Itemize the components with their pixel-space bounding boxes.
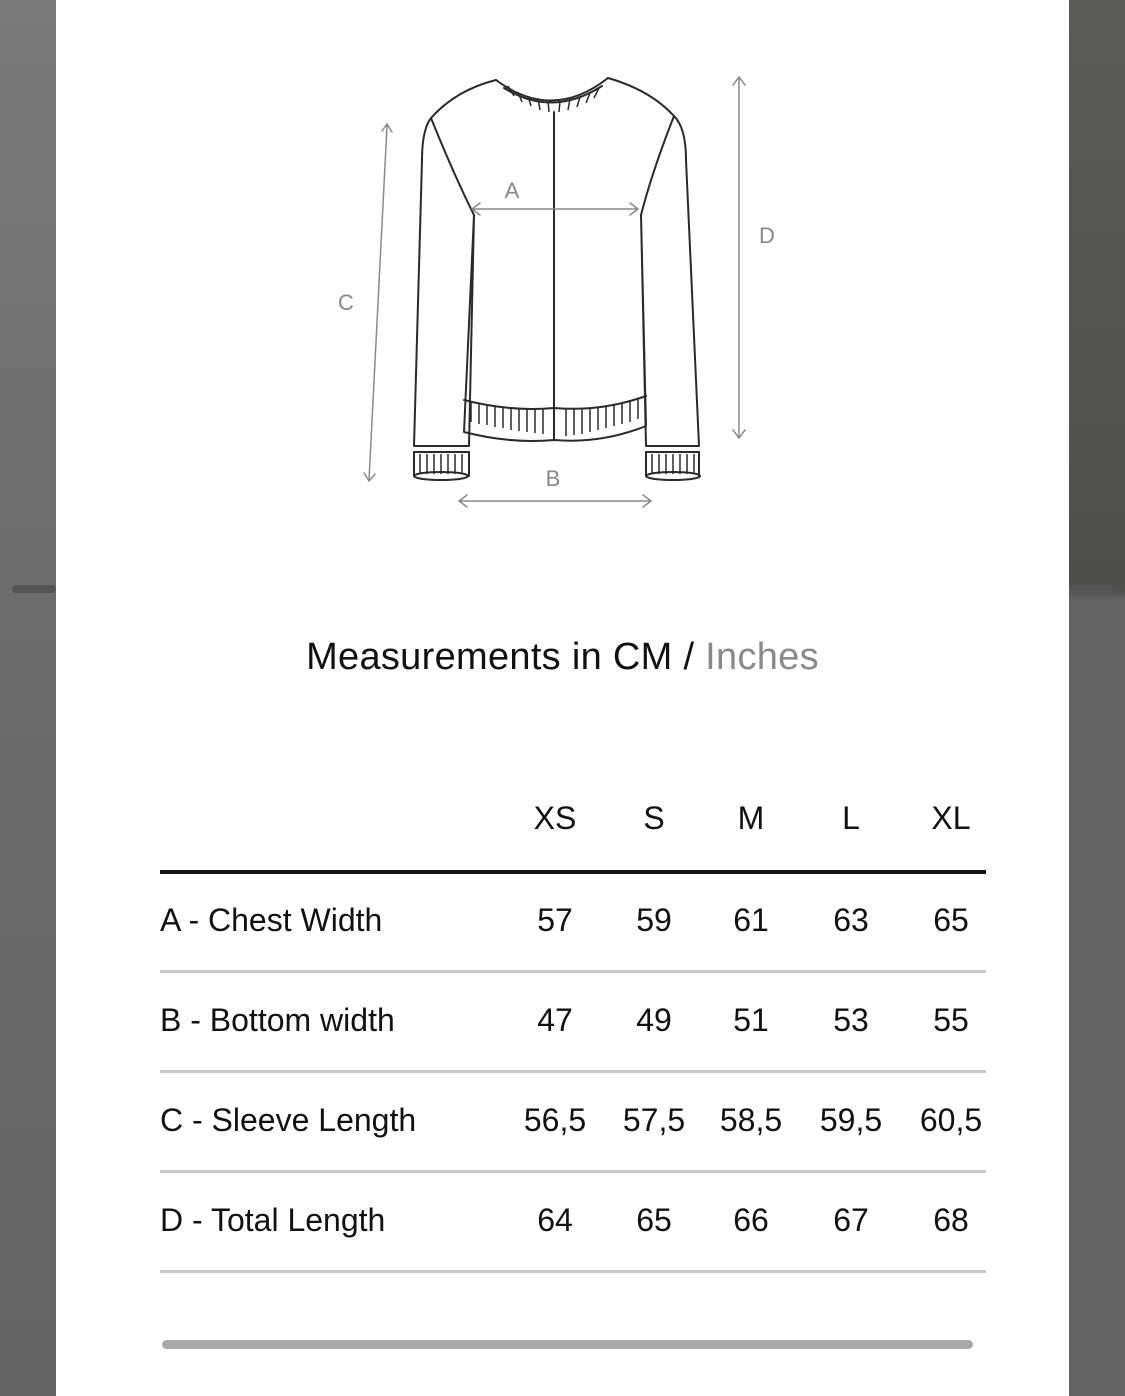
row-label: D - Total Length (160, 1202, 386, 1238)
value-cell: 57 (537, 902, 573, 938)
value-cell: 49 (636, 1002, 672, 1038)
value-cell: 64 (537, 1202, 573, 1238)
label-d: D (759, 223, 775, 248)
row-label: B - Bottom width (160, 1002, 395, 1038)
value-cell: 56,5 (523, 1102, 587, 1138)
measurement-unit-toggle (56, 636, 1069, 679)
label-c: C (338, 290, 354, 315)
value-cell: 68 (933, 1202, 969, 1238)
collar (496, 78, 608, 101)
value-cell: 53 (833, 1002, 869, 1038)
row-divider (160, 970, 986, 973)
value-cell: 63 (833, 902, 869, 938)
value-cell: 65 (933, 902, 969, 938)
backdrop-right (1069, 0, 1125, 1396)
garment-outline (414, 78, 699, 446)
value-cell: 57,5 (622, 1102, 686, 1138)
backdrop-divider-left (12, 585, 56, 593)
table-row (160, 1202, 986, 1248)
size-guide-sheet[interactable] (56, 0, 1069, 1396)
table-header-divider (160, 870, 986, 874)
arrow-d (733, 77, 745, 438)
row-label: A - Chest Width (160, 902, 383, 938)
row-divider (160, 1070, 986, 1073)
backdrop-divider-right (1069, 585, 1113, 593)
unit-inches-link[interactable]: Inches (705, 636, 819, 678)
size-header-cell: M (737, 800, 765, 836)
value-cell: 47 (537, 1002, 573, 1038)
value-cell: 60,5 (919, 1102, 983, 1138)
row-divider (160, 1170, 986, 1173)
size-header-cell: XS (533, 800, 577, 836)
size-header-cell: S (643, 800, 665, 836)
value-cell: 59,5 (819, 1102, 883, 1138)
table-row (160, 1002, 986, 1048)
value-cell: 58,5 (719, 1102, 783, 1138)
value-cell: 59 (636, 902, 672, 938)
horizontal-scrollbar[interactable] (162, 1340, 973, 1349)
arrow-c (364, 124, 392, 481)
value-cell: 61 (733, 902, 769, 938)
value-cell: 66 (733, 1202, 769, 1238)
value-cell: 55 (933, 1002, 969, 1038)
value-cell: 65 (636, 1202, 672, 1238)
unit-separator: / (683, 636, 695, 678)
size-header-cell: L (842, 800, 860, 836)
row-label: C - Sleeve Length (160, 1102, 417, 1138)
label-b: B (545, 466, 561, 491)
unit-cm-label[interactable]: Measurements in CM (306, 636, 673, 678)
cardigan-diagram (56, 0, 1069, 600)
row-divider (160, 1270, 986, 1273)
value-cell: 67 (833, 1202, 869, 1238)
size-header-cell: XL (931, 800, 971, 836)
backdrop-left (0, 0, 56, 1396)
table-row (160, 1102, 986, 1148)
label-a: A (504, 178, 520, 203)
size-header-row (160, 800, 986, 846)
arrow-b (459, 495, 651, 507)
value-cell: 51 (733, 1002, 769, 1038)
table-row (160, 902, 986, 948)
